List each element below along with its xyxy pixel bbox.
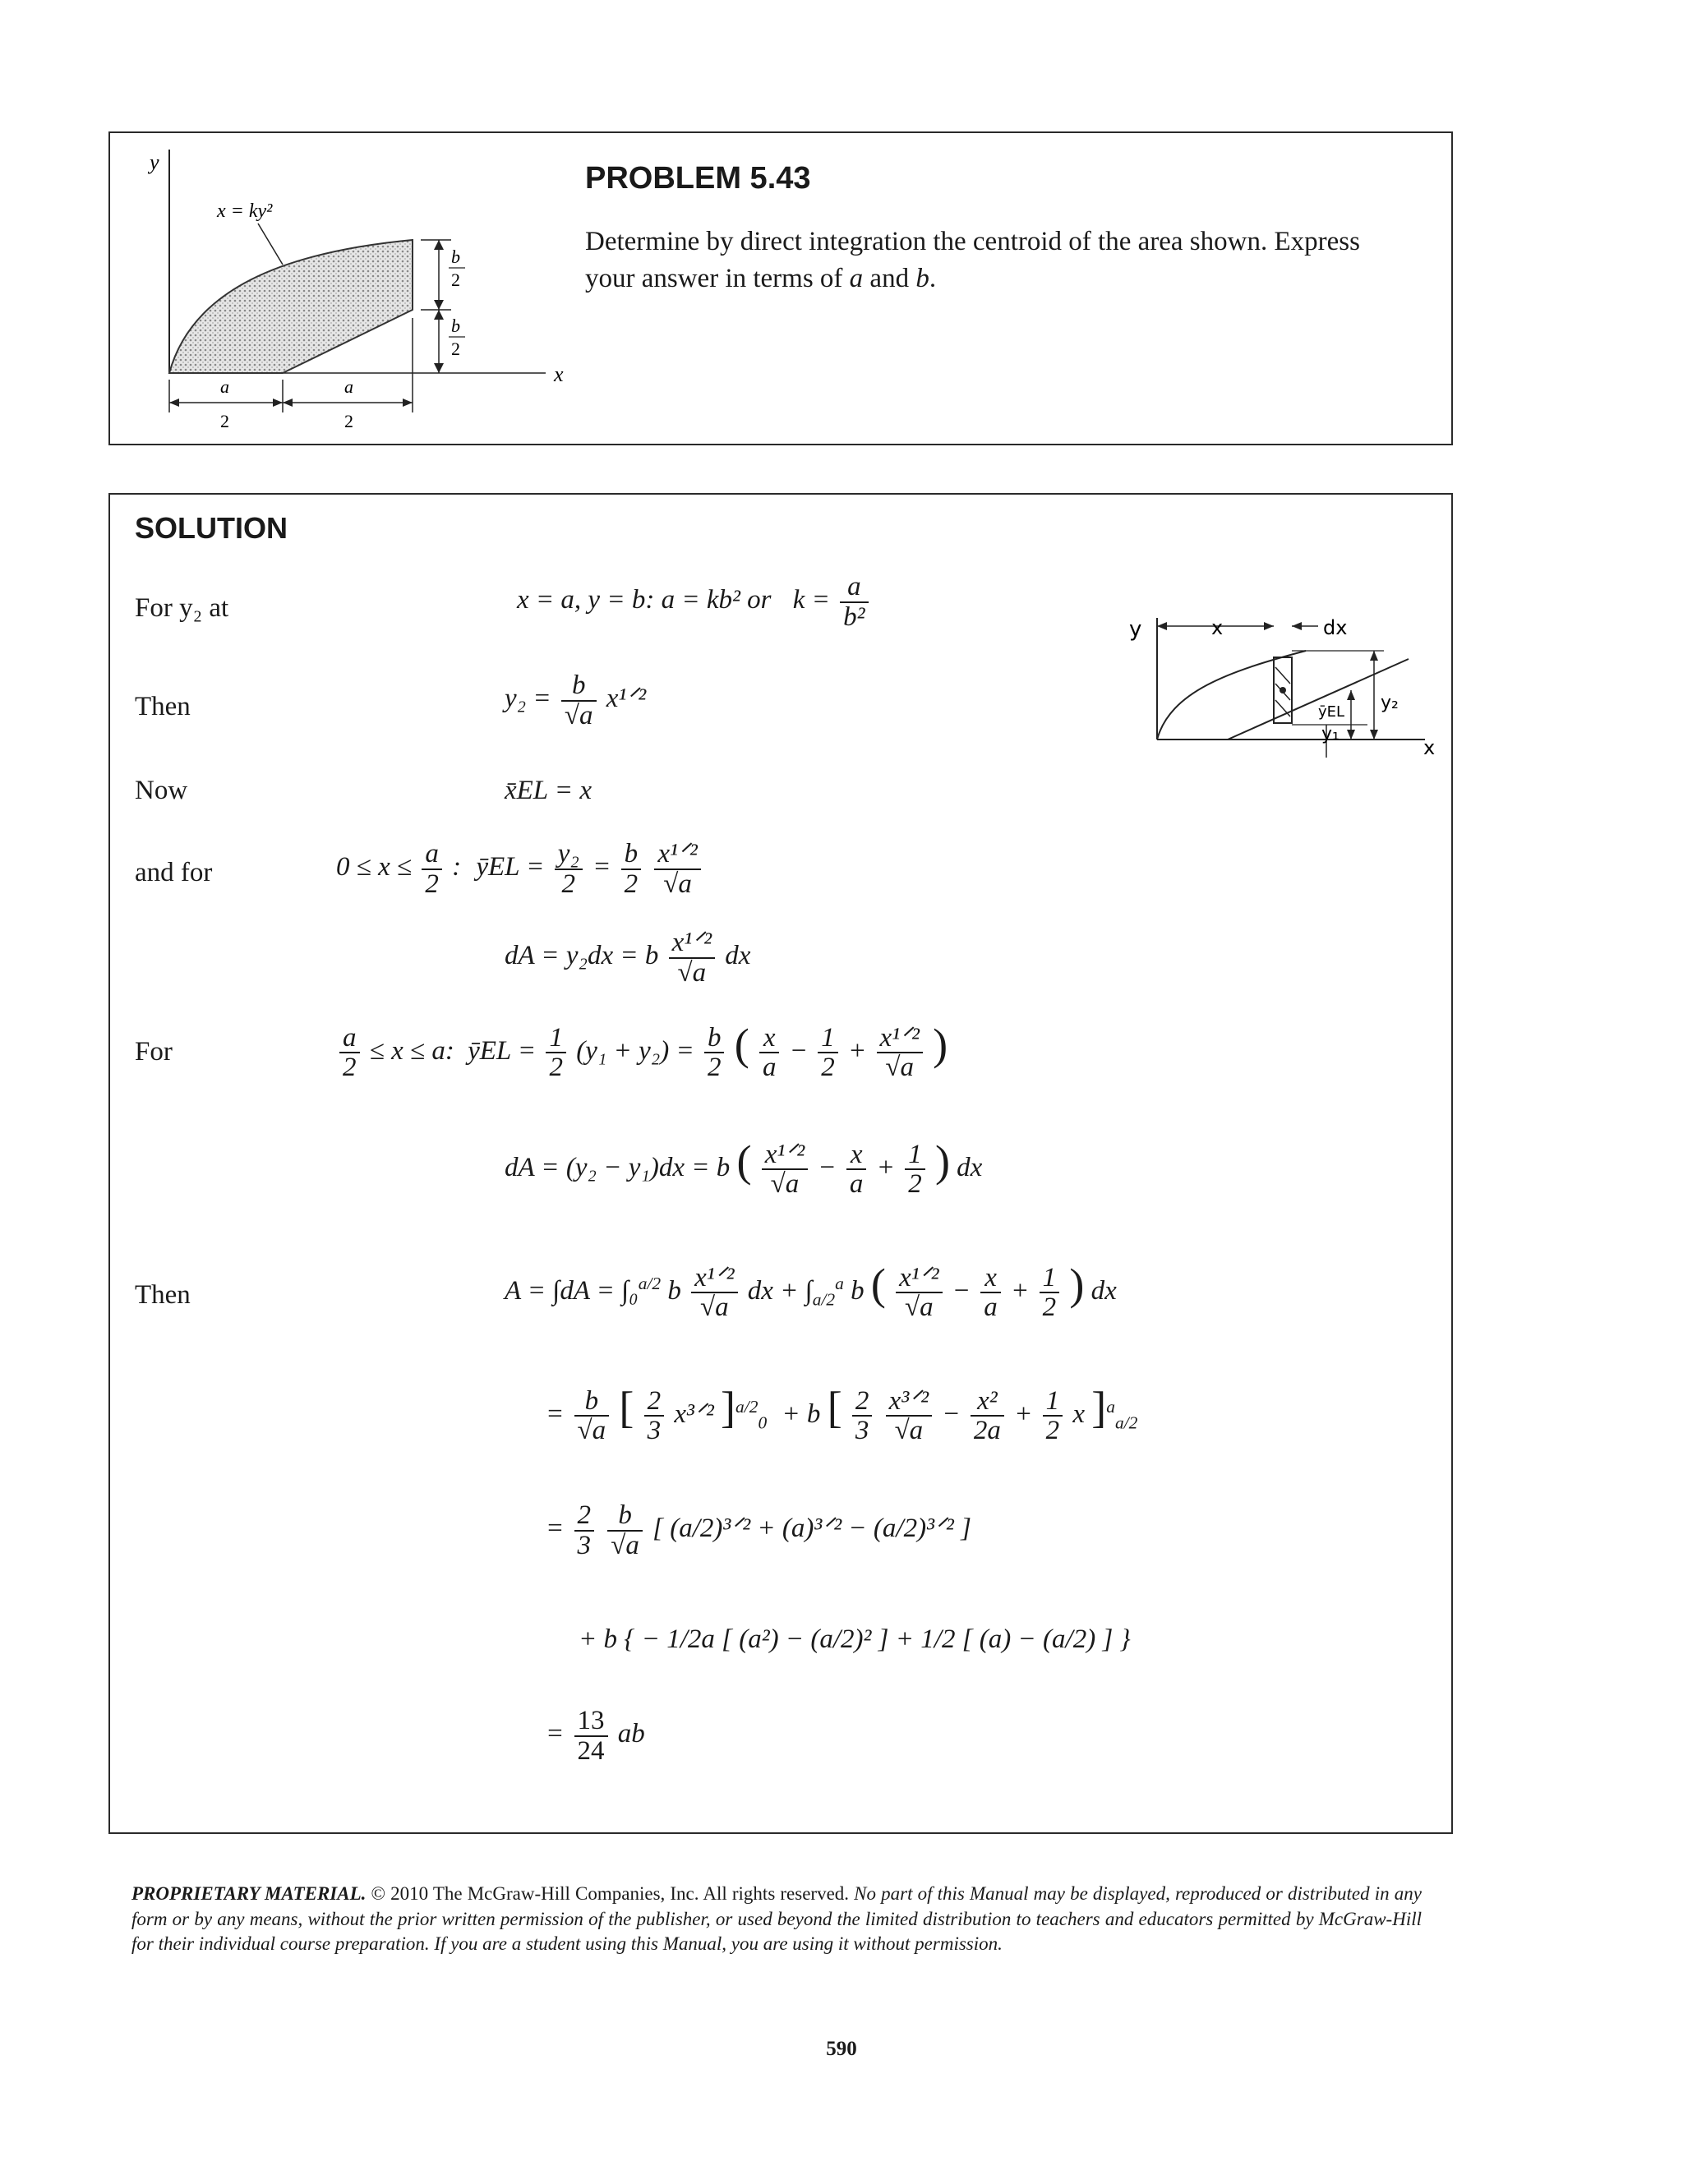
copyright-footer	[131, 1882, 1422, 1957]
svg-text:2: 2	[451, 339, 460, 359]
problem-title: PROBLEM 5.43	[585, 161, 811, 196]
eq-11: + b { − 1/2a [ (a²) − (a/2)² ] + 1/2 [ (a) − (a/2) ] }	[579, 1624, 1131, 1654]
eq-2: y₂ = $\frac{b}{√a}$ x¹ᐟ²	[505, 670, 647, 730]
y-axis-label: y	[150, 150, 159, 174]
solution-sketch	[1039, 593, 1436, 807]
sketch-y1: y₁	[1321, 724, 1339, 744]
svg-text:2: 2	[220, 411, 229, 431]
label-then-2: Then	[135, 1280, 191, 1310]
sketch-yel: ȳEL	[1318, 703, 1345, 721]
eq-3: x̄EL = x	[505, 776, 592, 805]
page-number: 590	[826, 2038, 857, 2060]
sketch-x-dim: x	[1211, 616, 1224, 639]
svg-text:b: b	[451, 316, 460, 336]
svg-text:a: a	[344, 376, 353, 397]
sketch-dx: dx	[1323, 616, 1348, 639]
eq-5: dA = y₂dx = b $\frac{\text{x¹ᐟ²}}{√a}$ dx	[505, 928, 751, 988]
svg-text:2: 2	[451, 270, 460, 290]
solution-heading: SOLUTION	[135, 511, 288, 545]
solution-box	[108, 493, 1453, 1834]
eq-9: = $\frac{b}{√a}$ [ $\frac{2}{3}$ x³ᐟ² ]$^{a/2}_0$ + b [ $\frac{2}{3}$ $\frac{\text{x³ᐟ²}}{√a}$ − $\frac{\text{x²}}{2a}$ + $\frac{1}{2}$ x ]$^a_{a/2}$	[546, 1383, 1138, 1446]
svg-text:2: 2	[344, 411, 353, 431]
footer-notice: No part of this Manual may be displayed, reproduced or distributed in any form or by any means, without the prior written permission of the publisher, or used beyond the limited distribution to teachers and educators permitted by McGraw-Hill for their individual course preparation. If you are a student using this Manual, you are using it without permission.	[131, 1883, 1422, 1955]
eq-12: = $\frac{13}{24}$ ab	[546, 1706, 645, 1766]
label-then-1: Then	[135, 692, 191, 721]
eq-8: A = ∫dA = ∫₀$^{a/2}$ b $\frac{\text{x¹ᐟ²}}{√a}$ dx + $\int_{a/2}^a$ b ( $\frac{\text{x¹ᐟ²}}{√a}$ − $\frac{x}{a}$ + $\frac{1}{2}$ ) dx	[505, 1260, 1117, 1323]
svg-text:b: b	[451, 247, 460, 267]
footer-lead: PROPRIETARY MATERIAL.	[131, 1883, 367, 1904]
svg-text:a: a	[220, 376, 229, 397]
sketch-y: y	[1129, 617, 1142, 642]
eq-1: x = a, y = b: a = kb² or k = $\frac{a}{\text{b²}}$	[517, 573, 872, 631]
footer-copyright: © 2010 The McGraw-Hill Companies, Inc. All rights reserved.	[366, 1883, 855, 1904]
shaded-area	[169, 240, 413, 373]
problem-figure	[150, 141, 636, 437]
eq-4: 0 ≤ x ≤ $\frac{a}{2}$ : ȳEL = $\frac{\text{y₂}}{2}$ = $\frac{b}{2}$ $\frac{\text{x¹ᐟ²}}{√a}$	[336, 840, 704, 898]
curve-label: x = ky²	[217, 200, 273, 222]
sketch-y2: y₂	[1381, 693, 1399, 713]
problem-statement: Determine by direct integration the centroid of the area shown. Express your answer in terms of a and b.	[585, 227, 1360, 293]
label-for-y2: For y₂ at	[135, 593, 229, 623]
eq-7: dA = (y₂ − y₁)dx = b ( $\frac{\text{x¹ᐟ²}}{√a}$ − $\frac{x}{a}$ + $\frac{1}{2}$ ) dx	[505, 1136, 983, 1200]
label-for: For	[135, 1037, 173, 1067]
label-now: Now	[135, 776, 188, 805]
eq-10: = $\frac{2}{3}$ $\frac{b}{√a}$ [ (a/2)³ᐟ² + (a)³ᐟ² − (a/2)³ᐟ² ]	[546, 1500, 971, 1560]
sketch-x-axis: x	[1423, 736, 1436, 759]
label-and-for: and for	[135, 858, 213, 887]
problem-box	[108, 131, 1453, 445]
x-axis-label: x	[554, 362, 564, 386]
eq-6: $\frac{a}{2}$ ≤ x ≤ a: ȳEL = $\frac{1}{2}$ (y₁ + y₂) = $\frac{b}{2}$ ( $\frac{x}{a}$ − $\frac{1}{2}$ + $\frac{\text{x¹ᐟ²}}{√a}$ )	[336, 1019, 948, 1082]
